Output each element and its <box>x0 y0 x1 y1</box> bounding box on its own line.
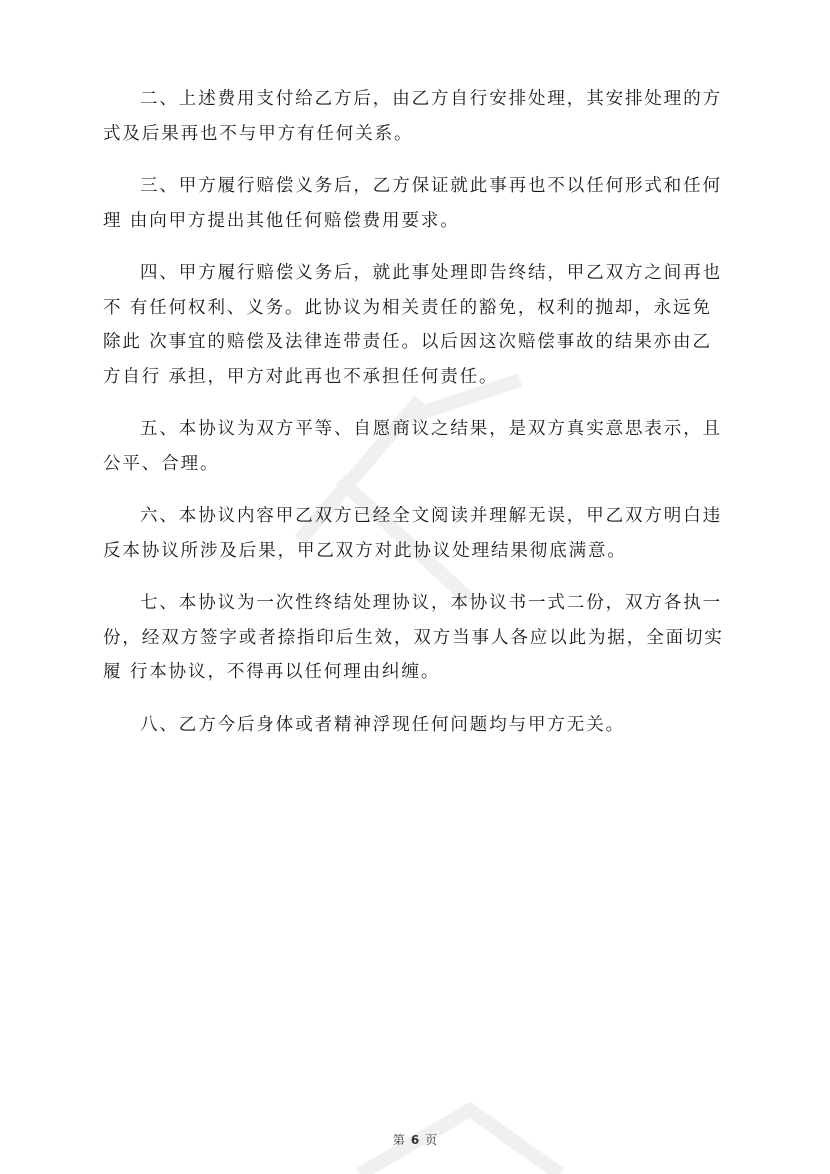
page-number <box>0 1131 830 1148</box>
text-line: 二、上述费用支付给乙方后，由乙方自行安排处理，其安排处理的方 <box>140 89 722 109</box>
text-line: 四、甲方履行赔偿义务后，就此事处理即告终结，甲乙双方之间再也 <box>140 263 722 283</box>
text-line: 方自行 承担，甲方对此再也不承担任何责任。 <box>103 366 499 387</box>
paragraph <box>103 169 733 238</box>
page-value: 6 <box>410 1133 420 1147</box>
paragraph <box>103 412 733 481</box>
text-line: 理 由向甲方提出其他任何赔偿费用要求。 <box>103 210 460 231</box>
text-line: 式及后果再也不与甲方有任何关系。 <box>103 123 414 144</box>
text-line: 公平、合理。 <box>103 453 220 474</box>
text-line: 履 行本协议，不得再以任何理由纠缠。 <box>103 662 441 682</box>
paragraph <box>103 82 733 151</box>
text-line: 三、甲方履行赔偿义务后，乙方保证就此事再也不以任何形式和任何 <box>140 176 722 196</box>
paragraph <box>103 499 733 568</box>
page-prefix: 第 <box>392 1133 405 1147</box>
paragraph <box>103 586 733 690</box>
text-line: 五、本协议为双方平等、自愿商议之结果，是双方真实意思表示，且 <box>140 419 722 439</box>
text-line: 七、本协议为一次性终结处理协议，本协议书一式二份，双方各执一 <box>140 593 722 613</box>
text-line: 除此 次事宜的赔偿及法律连带责任。以后因这次赔偿事故的结果亦由乙 <box>103 332 712 352</box>
page-suffix: 页 <box>425 1133 438 1147</box>
document-body <box>103 82 733 760</box>
text-line: 份，经双方签字或者捺指印后生效，双方当事人各应以此为据，全面切实 <box>103 627 724 648</box>
paragraph <box>103 708 733 743</box>
paragraph <box>103 256 733 394</box>
text-line: 六、本协议内容甲乙双方已经全文阅读并理解无误，甲乙双方明白违 <box>140 506 722 526</box>
text-line: 反本协议所涉及后果，甲乙双方对此协议处理结果彻底满意。 <box>103 540 627 561</box>
text-line: 八、乙方今后身体或者精神浮现任何问题均与甲方无关。 <box>140 714 625 735</box>
text-line: 不 有任何权利、义务。此协议为相关责任的豁免，权利的抛却，永远免 <box>103 297 712 318</box>
